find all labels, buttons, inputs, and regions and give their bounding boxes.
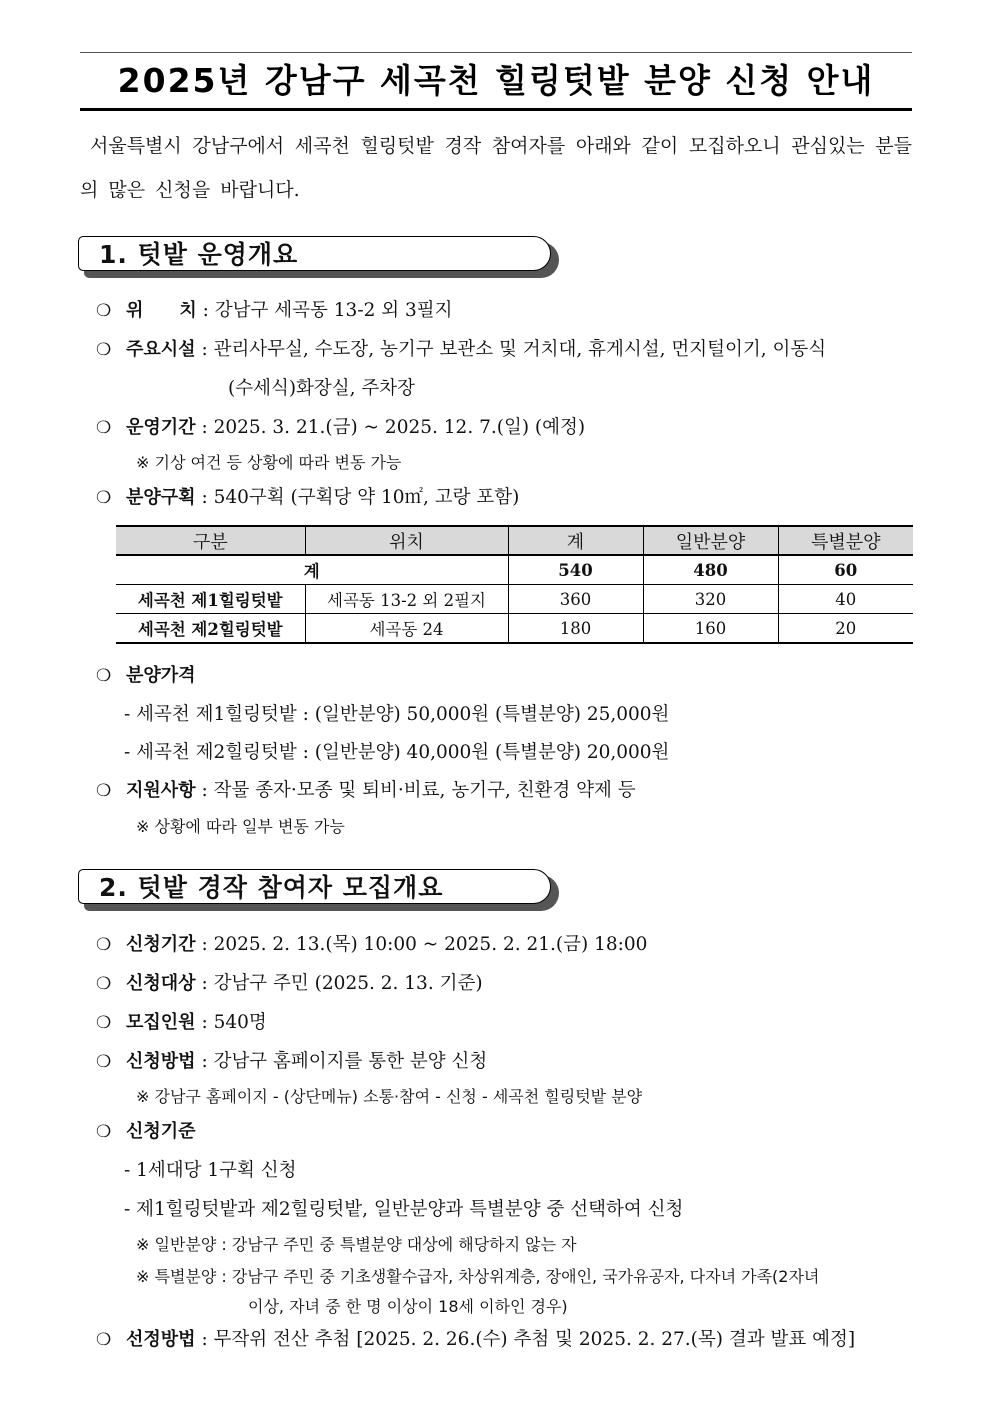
plots-value: : 540구획 (구획당 약 10㎡, 고랑 포함): [201, 487, 520, 508]
table-header: 위치: [305, 526, 508, 555]
criteria-item-2: - 제1힐링텃밭과 제2힐링텃밭, 일반분양과 특별분양 중 선택하여 신청: [124, 1199, 684, 1220]
total-special: 60: [778, 555, 913, 585]
quota-line: [96, 1010, 267, 1036]
section-1-heading: [78, 236, 563, 284]
location-label: 위 치: [126, 300, 197, 321]
bullet-icon: ❍: [96, 1122, 112, 1142]
top-rule: [80, 52, 912, 53]
section-2-heading: [78, 869, 563, 917]
bullet-icon: ❍: [96, 1330, 112, 1350]
table-header: 계: [508, 526, 643, 555]
support-note: ※ 상황에 따라 일부 변동 가능: [136, 817, 345, 836]
bullet-icon: ❍: [96, 935, 112, 955]
criteria-note-special: ※ 특별분양 : 강남구 주민 중 기초생활수급자, 차상위계층, 장애인, 국가유공자, 다자녀 가족(2자녀: [136, 1267, 820, 1286]
price-item-2: - 세곡천 제2힐링텃밭 : (일반분양) 40,000원 (특별분양) 20,000원: [124, 742, 670, 763]
intro-paragraph: 서울특별시 강남구에서 세곡천 힐링텃밭 경작 참여자를 아래와 같이 모집하오니 관심있는 분들의 많은 신청을 바랍니다.: [80, 135, 912, 201]
page-title: 2025년 강남구 세곡천 힐링텃밭 분양 신청 안내: [117, 61, 875, 100]
garden-total: 180: [508, 614, 643, 644]
garden-general: 320: [643, 585, 778, 614]
selection-line: [96, 1327, 855, 1353]
table-row: [116, 614, 913, 644]
price-label: 분양가격: [126, 665, 196, 686]
period-value: : 2025. 3. 21.(금) ~ 2025. 12. 7.(일) (예정): [201, 417, 586, 438]
garden-location: 세곡동 13-2 외 2필지: [305, 585, 508, 614]
bullet-icon: ❍: [96, 1013, 112, 1033]
bullet-icon: ❍: [96, 1052, 112, 1072]
bullet-icon: ❍: [96, 781, 112, 801]
facilities-value-cont: (수세식)화장실, 주차장: [228, 378, 416, 399]
title-rule: [80, 108, 912, 111]
criteria-item-1: - 1세대당 1구획 신청: [124, 1160, 297, 1181]
location-line: [96, 298, 452, 324]
garden-name: 세곡천 제2힐링텃밭: [116, 614, 305, 644]
total-general: 480: [643, 555, 778, 585]
selection-label: 선정방법: [126, 1329, 196, 1350]
total-count: 540: [508, 555, 643, 585]
method-value: : 강남구 홈페이지를 통한 분양 신청: [201, 1051, 488, 1072]
table-total-row: [116, 555, 913, 585]
method-note: ※ 강남구 홈페이지 - (상단메뉴) 소통·참여 - 신청 - 세곡천 힐링텃밭 분양: [136, 1087, 643, 1106]
support-value: : 작물 종자·모종 및 퇴비·비료, 농기구, 친환경 약제 등: [201, 780, 636, 801]
method-line: [96, 1049, 487, 1075]
table-header: 일반분양: [643, 526, 778, 555]
table-header: 특별분양: [778, 526, 913, 555]
section-1-title: 1. 텃밭 운영개요: [78, 236, 551, 271]
table-row: [116, 585, 913, 614]
target-line: [96, 971, 483, 997]
garden-name: 세곡천 제1힐링텃밭: [116, 585, 305, 614]
garden-general: 160: [643, 614, 778, 644]
garden-special: 40: [778, 585, 913, 614]
facilities-value: : 관리사무실, 수도장, 농기구 보관소 및 거치대, 휴게시설, 먼지털이기, 이동식: [201, 339, 827, 360]
criteria-note-special-cont: 이상, 자녀 중 한 명 이상이 18세 이하인 경우): [248, 1297, 568, 1316]
location-value: : 강남구 세곡동 13-2 외 3필지: [202, 300, 453, 321]
bullet-icon: ❍: [96, 488, 112, 508]
price-item-1: - 세곡천 제1힐링텃밭 : (일반분양) 50,000원 (특별분양) 25,000원: [124, 704, 670, 725]
criteria-label: 신청기준: [126, 1121, 196, 1142]
period-note: ※ 기상 여건 등 상황에 따라 변동 가능: [136, 453, 402, 472]
total-label: 계: [116, 555, 508, 585]
quota-value: : 540명: [201, 1012, 267, 1033]
table-header: 구분: [116, 526, 305, 555]
support-line: [96, 778, 636, 804]
criteria-note-general: ※ 일반분양 : 강남구 주민 중 특별분양 대상에 해당하지 않는 자: [136, 1235, 577, 1254]
method-label: 신청방법: [126, 1051, 196, 1072]
section-2-title: 2. 텃밭 경작 참여자 모집개요: [78, 869, 551, 904]
quota-label: 모집인원: [126, 1012, 196, 1033]
price-line: [96, 663, 196, 689]
bullet-icon: ❍: [96, 340, 112, 360]
garden-total: 360: [508, 585, 643, 614]
apply-period-label: 신청기간: [126, 934, 196, 955]
target-label: 신청대상: [126, 973, 196, 994]
facilities-line: [96, 337, 826, 363]
period-line: [96, 415, 585, 441]
support-label: 지원사항: [126, 780, 196, 801]
table-header-row: [116, 526, 913, 555]
bullet-icon: ❍: [96, 418, 112, 438]
garden-location: 세곡동 24: [305, 614, 508, 644]
selection-value: : 무작위 전산 추첨 [2025. 2. 26.(수) 추첨 및 2025. 2. 27.(목) 결과 발표 예정]: [201, 1329, 856, 1350]
bullet-icon: ❍: [96, 301, 112, 321]
plots-label: 분양구획: [126, 487, 196, 508]
bullet-icon: ❍: [96, 974, 112, 994]
criteria-line: [96, 1119, 196, 1145]
facilities-label: 주요시설: [126, 339, 196, 360]
target-value: : 강남구 주민 (2025. 2. 13. 기준): [201, 973, 483, 994]
apply-period-line: [96, 932, 647, 958]
allocation-table: [116, 525, 913, 644]
garden-special: 20: [778, 614, 913, 644]
period-label: 운영기간: [126, 417, 196, 438]
bullet-icon: ❍: [96, 666, 112, 686]
apply-period-value: : 2025. 2. 13.(목) 10:00 ~ 2025. 2. 21.(금) 18:00: [201, 934, 648, 955]
plots-line: [96, 485, 519, 511]
